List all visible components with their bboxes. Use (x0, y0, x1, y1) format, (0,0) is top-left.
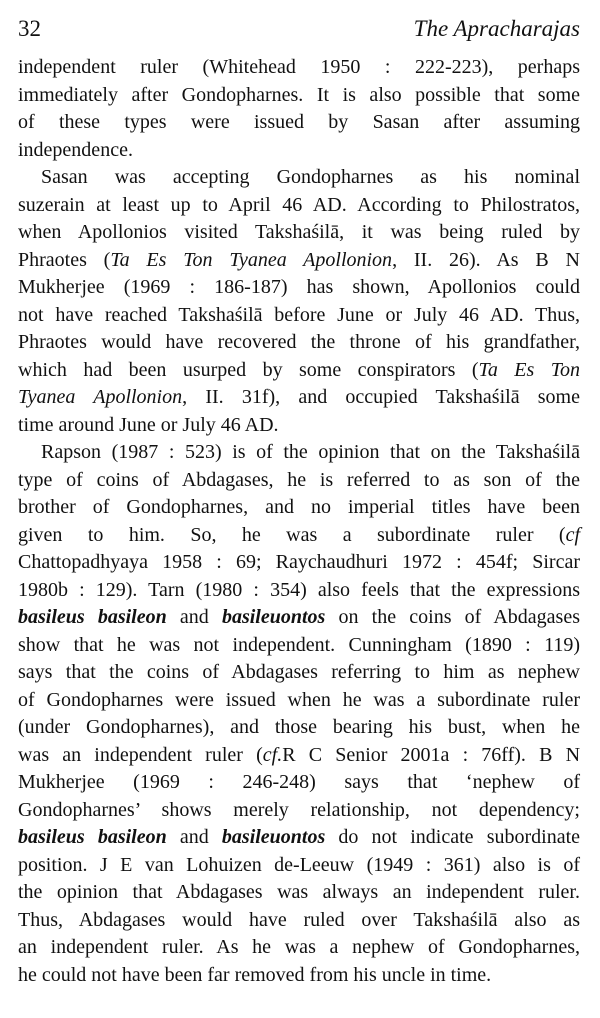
bold-italic-text: basileuontos (221, 826, 326, 848)
book-title: The Apracharajas (413, 16, 580, 41)
text-run: says that the coins of Abdagases referring to him as nephew (18, 661, 580, 683)
text-line (18, 82, 580, 110)
text-run: and (166, 606, 222, 628)
text-run: immediately after Gondopharnes. It is also possible that some (18, 83, 580, 106)
text-line (18, 824, 580, 852)
text-run: do not indicate subordinate (325, 826, 581, 848)
text-run: Gondopharnes’ shows merely relationship, not dependency; (18, 798, 580, 821)
text-run: Rapson (1987 : 523) is of the opinion that on the Takshaśilā (41, 441, 580, 463)
text-line (18, 797, 580, 825)
text-line (18, 907, 580, 935)
text-run: independent ruler (Whitehead 1950 : 222-223), perhaps (18, 56, 580, 78)
text-run: Chattopadhyaya 1958 : 69; Raychaudhuri 1972 : 454f; Sircar (18, 551, 580, 573)
bold-italic-text: basileus basileon (18, 826, 167, 848)
text-line (18, 219, 580, 247)
text-run: which had been usurped by some conspirators ( (18, 358, 479, 381)
italic-text: cf (565, 523, 580, 546)
text-run: when Apollonios visited Takshaśilā, it was being ruled by (18, 221, 580, 243)
text-line (18, 659, 580, 687)
text-line (18, 494, 580, 522)
text-line (18, 714, 580, 742)
text-line (18, 109, 580, 137)
text-line (18, 384, 580, 412)
text-line (18, 549, 580, 577)
paragraph (18, 54, 580, 164)
text-run: independence. (18, 138, 133, 161)
text-line (18, 357, 580, 385)
text-line (18, 467, 580, 495)
italic-text: cf. (262, 743, 283, 766)
text-line (18, 879, 580, 907)
text-line (18, 934, 580, 962)
italic-text: Ta Es Ton (478, 358, 580, 381)
text-run: on the coins of Abdagases (325, 606, 580, 628)
text-line (18, 852, 580, 880)
paragraph (18, 439, 580, 989)
text-run: (under Gondopharnes), and those bearing his bust, when he (18, 716, 580, 738)
text-run: 1980b : 129). Tarn (1980 : 354) also feels that the expressions (18, 578, 580, 601)
text-line (18, 604, 580, 632)
text-run: type of coins of Abdagases, he is referred to as son of the (18, 468, 580, 491)
text-run: he could not have been far removed from his uncle in time. (18, 963, 492, 986)
text-line (18, 302, 580, 330)
text-line (18, 274, 580, 302)
text-run: show that he was not independent. Cunningham (1890 : 119) (18, 633, 580, 656)
text-run: suzerain at least up to April 46 AD. According to Philostratos, (18, 193, 580, 216)
text-line (18, 54, 580, 82)
text-line (18, 137, 580, 165)
text-run: Phraotes would have recovered the throne of his grandfather, (18, 331, 580, 353)
running-header (18, 14, 580, 44)
bold-italic-text: basileuontos (221, 606, 326, 628)
text-line (18, 577, 580, 605)
text-run: brother of Gondopharnes, and no imperial titles have been (18, 496, 580, 518)
text-line (18, 192, 580, 220)
text-run: given to him. So, he was a subordinate ruler ( (18, 523, 566, 546)
text-run: the opinion that Abdagases was always an independent ruler. (18, 881, 580, 903)
text-line (18, 742, 580, 770)
text-run: R C Senior 2001a : 76ff). B N (282, 743, 581, 766)
text-line (18, 687, 580, 715)
text-run: Phraotes ( (18, 248, 111, 271)
text-run: Mukherjee (1969 : 186-187) has shown, Apollonios could (18, 276, 580, 298)
text-run: Sasan was accepting Gondopharnes as his nominal (41, 166, 580, 188)
text-run: Mukherjee (1969 : 246-248) says that ‘nephew of (18, 771, 580, 793)
page-number: 32 (18, 16, 41, 41)
text-run: not have reached Takshaśilā before June or July 46 AD. Thus, (18, 303, 580, 326)
text-run: of these types were issued by Sasan after assuming (18, 111, 580, 133)
text-run: Thus, Abdagases would have ruled over Takshaśilā also as (18, 908, 580, 931)
body-text (18, 54, 580, 989)
text-line (18, 632, 580, 660)
text-run: and (166, 826, 222, 848)
text-run: , II. 31f), and occupied Takshaśilā some (182, 386, 580, 408)
paragraph (18, 164, 580, 439)
text-line (18, 769, 580, 797)
text-run: was an independent ruler ( (18, 743, 263, 766)
text-run: , II. 26). As B N (392, 248, 580, 271)
text-line (18, 164, 580, 192)
text-run: time around June or July 46 AD. (18, 413, 279, 436)
italic-text: Ta Es Ton Tyanea Apollonion (110, 248, 393, 271)
text-line (18, 522, 580, 550)
text-line (18, 962, 580, 990)
italic-text: Tyanea Apollonion (18, 386, 183, 408)
text-run: an independent ruler. As he was a nephew of Gondopharnes, (18, 936, 580, 958)
text-run: position. J E van Lohuizen de-Leeuw (1949 : 361) also is of (18, 853, 580, 876)
bold-italic-text: basileus basileon (18, 606, 167, 628)
text-run: of Gondopharnes were issued when he was a subordinate ruler (18, 688, 580, 711)
text-line (18, 412, 580, 440)
text-line (18, 247, 580, 275)
text-line (18, 439, 580, 467)
text-line (18, 329, 580, 357)
